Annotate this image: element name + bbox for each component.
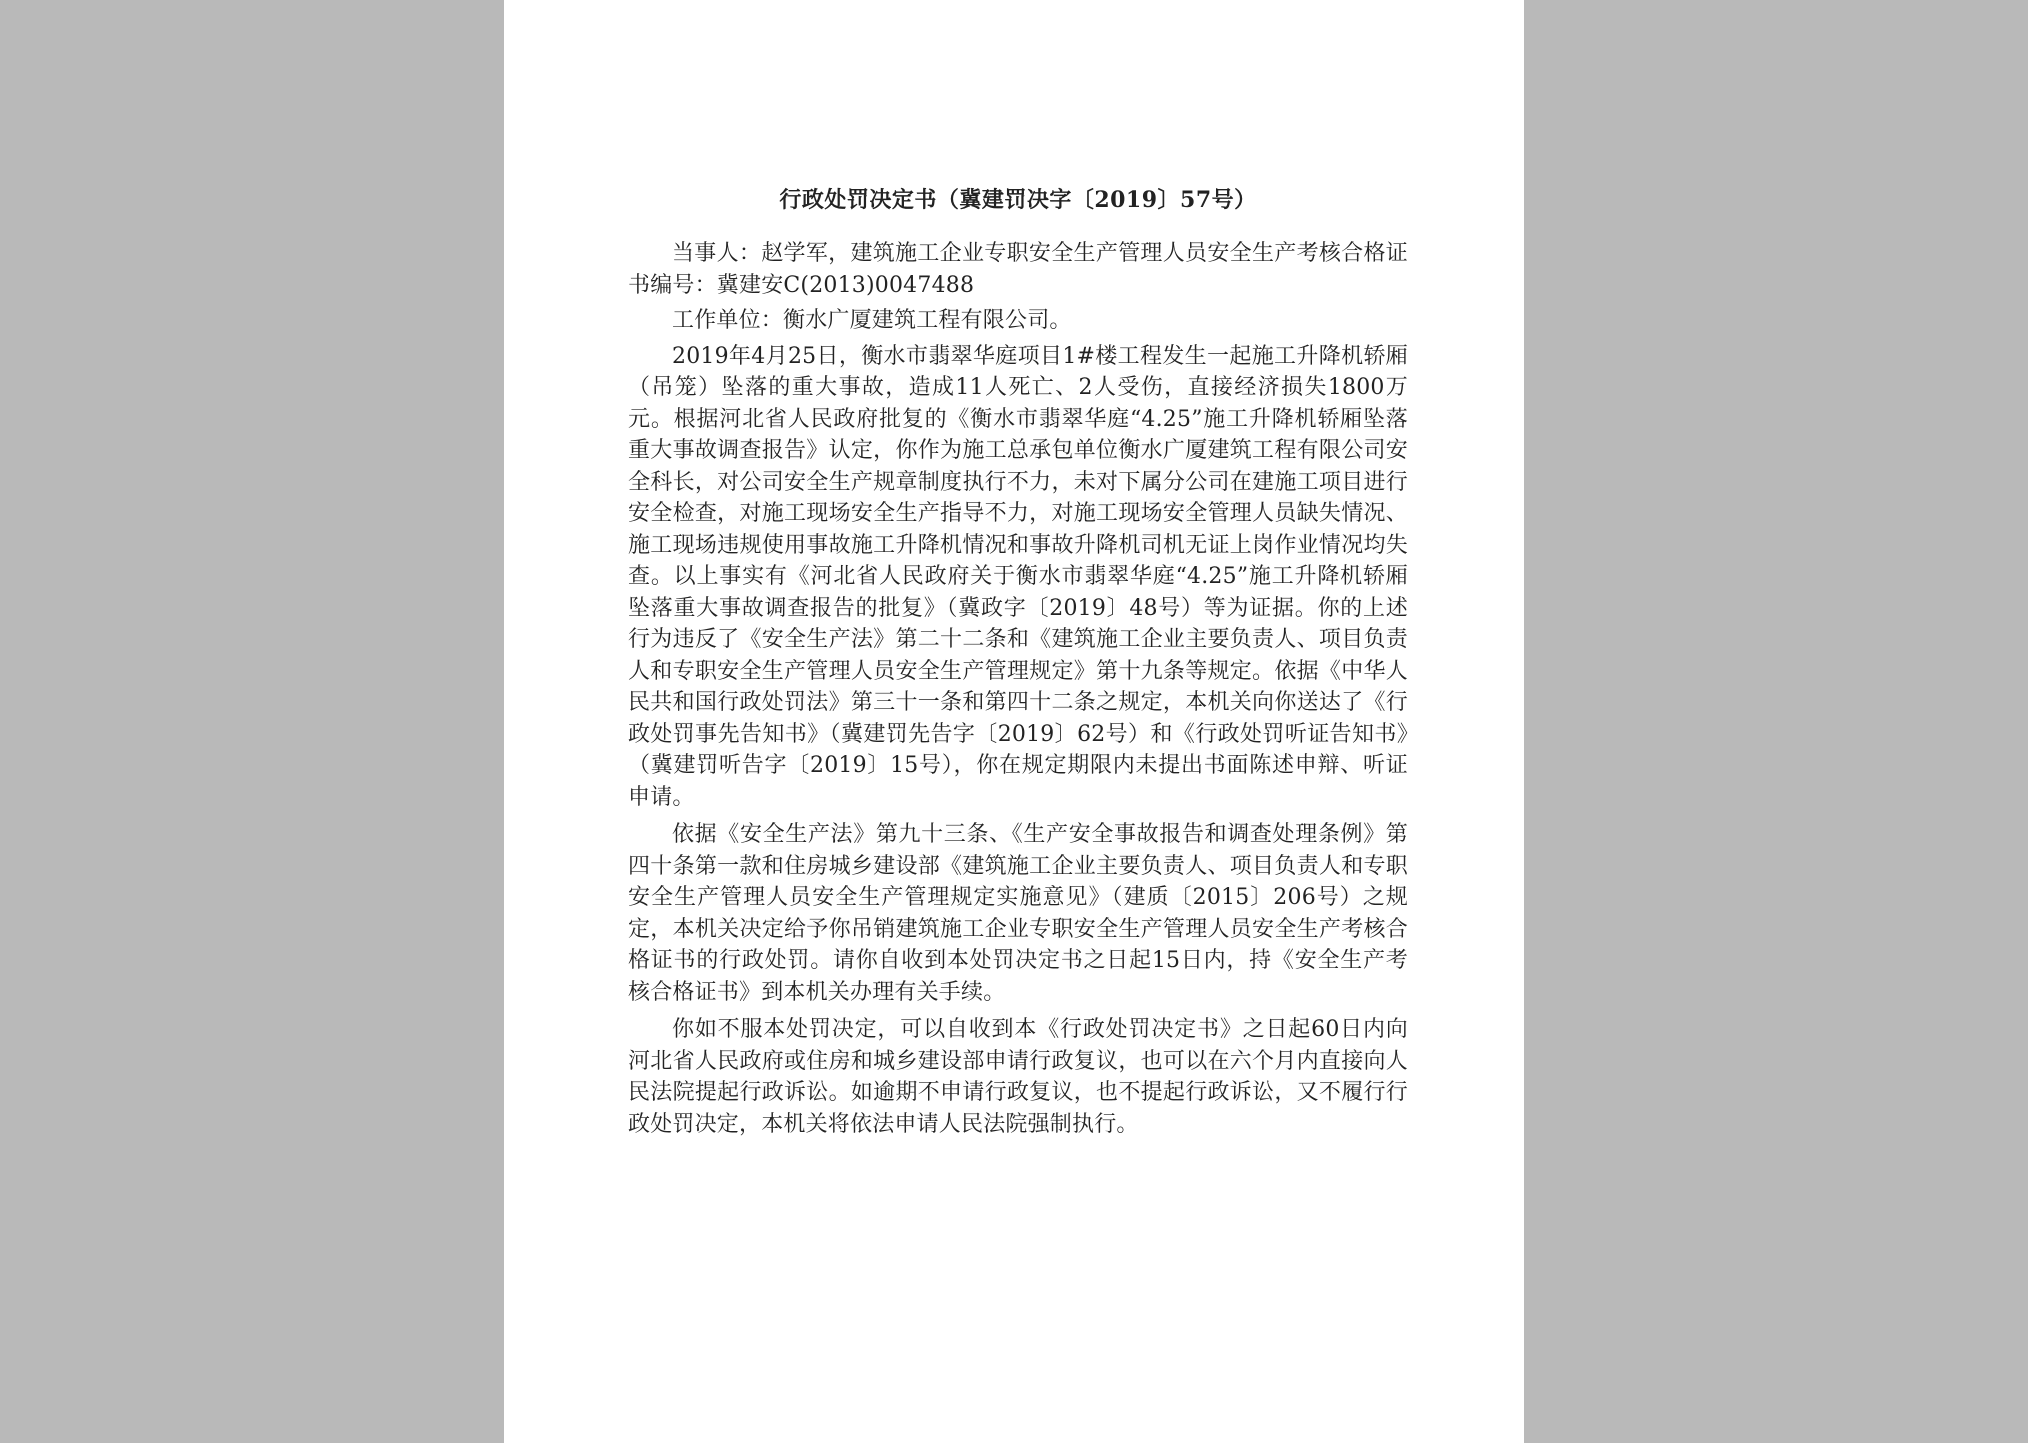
document-title: 行政处罚决定书（冀建罚决字〔2019〕57号） (779, 187, 1257, 213)
employer-paragraph: 工作单位：衡水广厦建筑工程有限公司。 (672, 308, 1072, 333)
document-page (504, 0, 1524, 1443)
decision-paragraph: 依据《安全生产法》第九十三条、《生产安全事故报告和调查处理条例》第四十条第一款和住房城乡建设部《建筑施工企业主要负责人、项目负责人和专职安全生产管理人员安全生产管理规定实施意见》（建质〔2015〕206号）之规定，本机关决定给予你吊销建筑施工企业专职安全生产管理人员安全生产考核合格证书的行政处罚。请你自收到本处罚决定书之日起15日内，持《安全生产考核合格证书》到本机关办理有关手续。 (628, 822, 1408, 1005)
appeal-paragraph: 你如不服本处罚决定，可以自收到本《行政处罚决定书》之日起60日内向河北省人民政府或住房和城乡建设部申请行政复议，也可以在六个月内直接向人民法院提起行政诉讼。如逾期不申请行政复议，也不提起行政诉讼，又不履行行政处罚决定，本机关将依法申请人民法院强制执行。 (628, 1017, 1408, 1137)
facts-paragraph: 2019年4月25日，衡水市翡翠华庭项目1#楼工程发生一起施工升降机轿厢（吊笼）坠落的重大事故，造成11人死亡、2人受伤，直接经济损失1800万元。根据河北省人民政府批复的《衡水市翡翠华庭“4.25”施工升降机轿厢坠落重大事故调查报告》认定，你作为施工总承包单位衡水广厦建筑工程有限公司安全科长，对公司安全生产规章制度执行不力，未对下属分公司在建施工项目进行安全检查，对施工现场安全生产指导不力，对施工现场安全管理人员缺失情况、施工现场违规使用事故施工升降机情况和事故升降机司机无证上岗作业情况均失查。以上事实有《河北省人民政府关于衡水市翡翠华庭“4.25”施工升降机轿厢坠落重大事故调查报告的批复》（冀政字〔2019〕48号）等为证据。你的上述行为违反了《安全生产法》第二十二条和《建筑施工企业主要负责人、项目负责人和专职安全生产管理人员安全生产管理规定》第十九条等规定。依据《中华人民共和国行政处罚法》第三十一条和第四十二条之规定，本机关向你送达了《行政处罚事先告知书》（冀建罚先告字〔2019〕62号）和《行政处罚听证告知书》（冀建罚听告字〔2019〕15号），你在规定期限内未提出书面陈述申辩、听证申请。 (628, 343, 1408, 810)
party-paragraph: 当事人：赵学军，建筑施工企业专职安全生产管理人员安全生产考核合格证书编号：冀建安C(2013)0047488 (628, 241, 1408, 298)
document-body (628, 184, 1408, 1146)
